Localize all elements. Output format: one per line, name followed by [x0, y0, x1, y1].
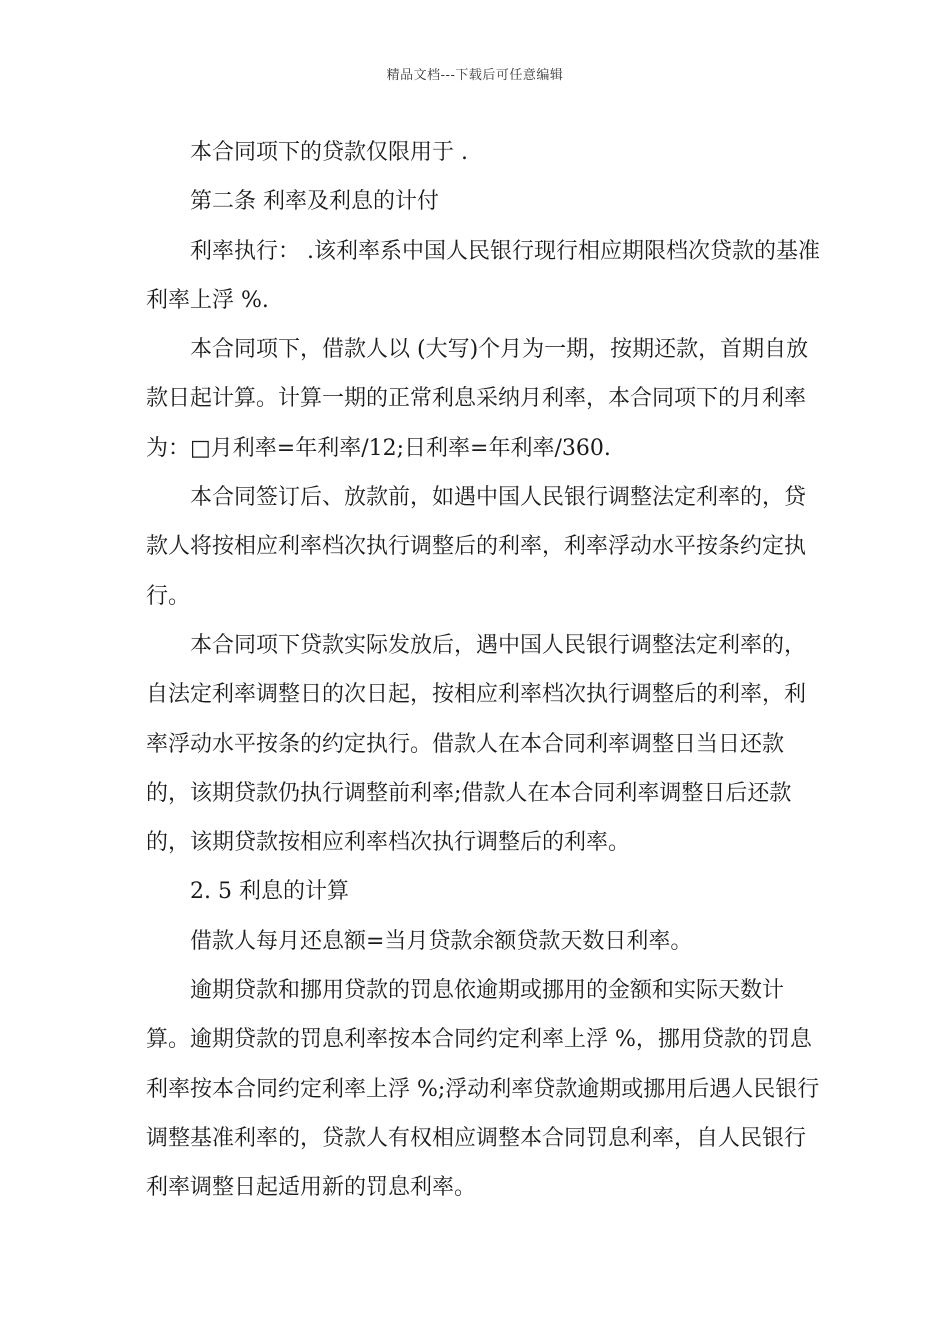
paragraph-repayment-period: 本合同项下，借款人以 (大写)个月为一期，按期还款，首期自放款日起计算。计算一期的正常利息采纳月利率，本合同项下的月利率为：□月利率=年利率/12;日利率=年利率/360. [146, 337, 809, 461]
paragraph-penalty-interest: 逾期贷款和挪用贷款的罚息依逾期或挪用的金额和实际天数计算。逾期贷款的罚息利率按本合同约定利率上浮 %，挪用贷款的罚息利率按本合同约定利率上浮 %;浮动利率贷款逾期或挪用后遇人民银行调整基准利率的，贷款人有权相应调整本合同罚息利率，自人民银行利率调整日起适用新的罚息利率。 [146, 978, 820, 1201]
paragraph-loan-purpose: 本合同项下的贷款仅限用于 . [190, 140, 468, 165]
page-header: 精品文档---下载后可任意编辑 [386, 68, 564, 83]
paragraph-rate-adjust-after: 本合同项下贷款实际发放后，遇中国人民银行调整法定利率的，自法定利率调整日的次日起，按相应利率档次执行调整后的利率，利率浮动水平按条的约定执行。借款人在本合同利率调整日当日还款的，该期贷款仍执行调整前利率;借款人在本合同利率调整日后还款的，该期贷款按相应利率档次执行调整后的利率。 [146, 632, 807, 856]
paragraph-rate-adjust-before: 本合同签订后、放款前，如遇中国人民银行调整法定利率的，贷款人将按相应利率档次执行调整后的利率，利率浮动水平按条约定执行。 [146, 485, 807, 609]
section-2-5-heading: 2. 5 利息的计算 [190, 879, 349, 905]
paragraph-rate-execution: 利率执行： .该利率系中国人民银行现行相应期限档次贷款的基准利率上浮 %. [146, 238, 820, 313]
document-body [146, 128, 826, 1213]
paragraph-monthly-interest: 借款人每月还息额=当月贷款余额贷款天数日利率。 [190, 928, 693, 954]
article-2-heading: 第二条 利率及利息的计付 [190, 189, 439, 215]
